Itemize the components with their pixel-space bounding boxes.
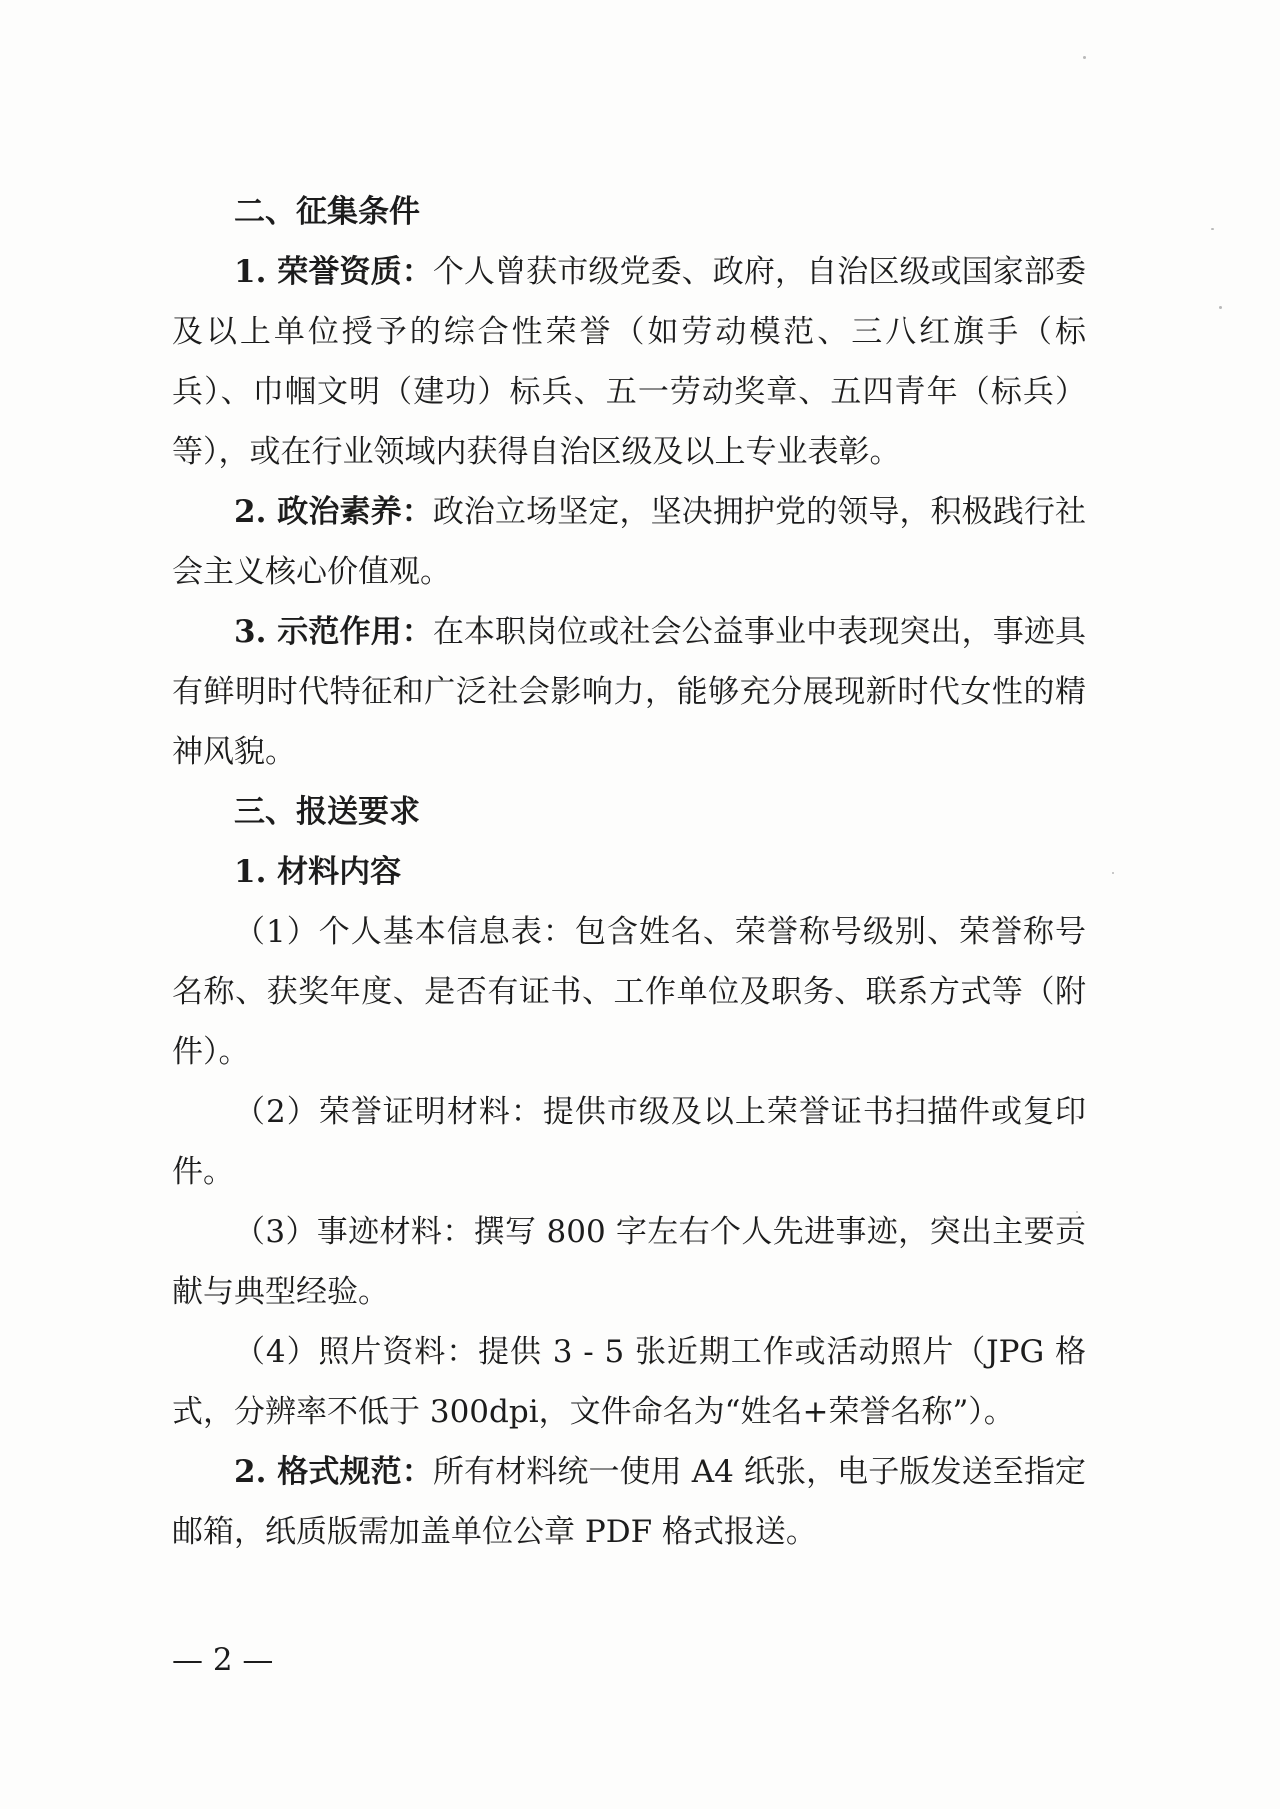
material-item-2: （2）荣誉证明材料：提供市级及以上荣誉证书扫描件或复印件。: [172, 1094, 1086, 1190]
section-2-heading: 二、征集条件: [234, 194, 420, 230]
scan-speck: [1219, 306, 1222, 309]
scan-speck: [1076, 1211, 1078, 1213]
condition-3: [172, 602, 1086, 782]
format-label: 2. 格式规范：: [234, 1454, 433, 1490]
condition-3-label: 3. 示范作用：: [234, 614, 433, 650]
scan-speck: [1083, 56, 1086, 59]
condition-1-label: 1. 荣誉资质：: [234, 254, 433, 290]
condition-2: [172, 482, 1086, 602]
format-text: 所有材料统一使用 A4 纸张，电子版发送至指定邮箱，纸质版需加盖单位公章 PDF 格式报送。: [172, 1454, 1086, 1550]
condition-2-label: 2. 政治素养：: [234, 494, 433, 530]
materials-subheading: 1. 材料内容: [234, 854, 402, 890]
condition-2-text: 政治立场坚定，坚决拥护党的领导，积极践行社会主义核心价值观。: [172, 494, 1086, 590]
material-item-4: （4）照片资料：提供 3 - 5 张近期工作或活动照片（JPG 格式，分辨率不低于 300dpi，文件命名为“姓名+荣誉名称”）。: [172, 1334, 1086, 1430]
scan-speck: [1211, 228, 1214, 230]
condition-1-text: 个人曾获市级党委、政府，自治区级或国家部委及以上单位授予的综合性荣誉（如劳动模范、三八红旗手（标兵）、巾帼文明（建功）标兵、五一劳动奖章、五四青年（标兵）等），或在行业领域内获得自治区级及以上专业表彰。: [172, 254, 1086, 470]
document-body: [172, 182, 1086, 1562]
section-3-heading: 三、报送要求: [234, 794, 420, 830]
page-number: — 2 —: [172, 1642, 274, 1678]
material-item-3: （3）事迹材料：撰写 800 字左右个人先进事迹，突出主要贡献与典型经验。: [172, 1214, 1086, 1310]
format-requirement: [172, 1442, 1086, 1562]
scan-speck: [1112, 872, 1114, 874]
condition-3-text: 在本职岗位或社会公益事业中表现突出，事迹具有鲜明时代特征和广泛社会影响力，能够充分展现新时代女性的精神风貌。: [172, 614, 1086, 770]
condition-1: [172, 242, 1086, 482]
material-item-1: （1）个人基本信息表：包含姓名、荣誉称号级别、荣誉称号名称、获奖年度、是否有证书、工作单位及职务、联系方式等（附件）。: [172, 914, 1086, 1070]
